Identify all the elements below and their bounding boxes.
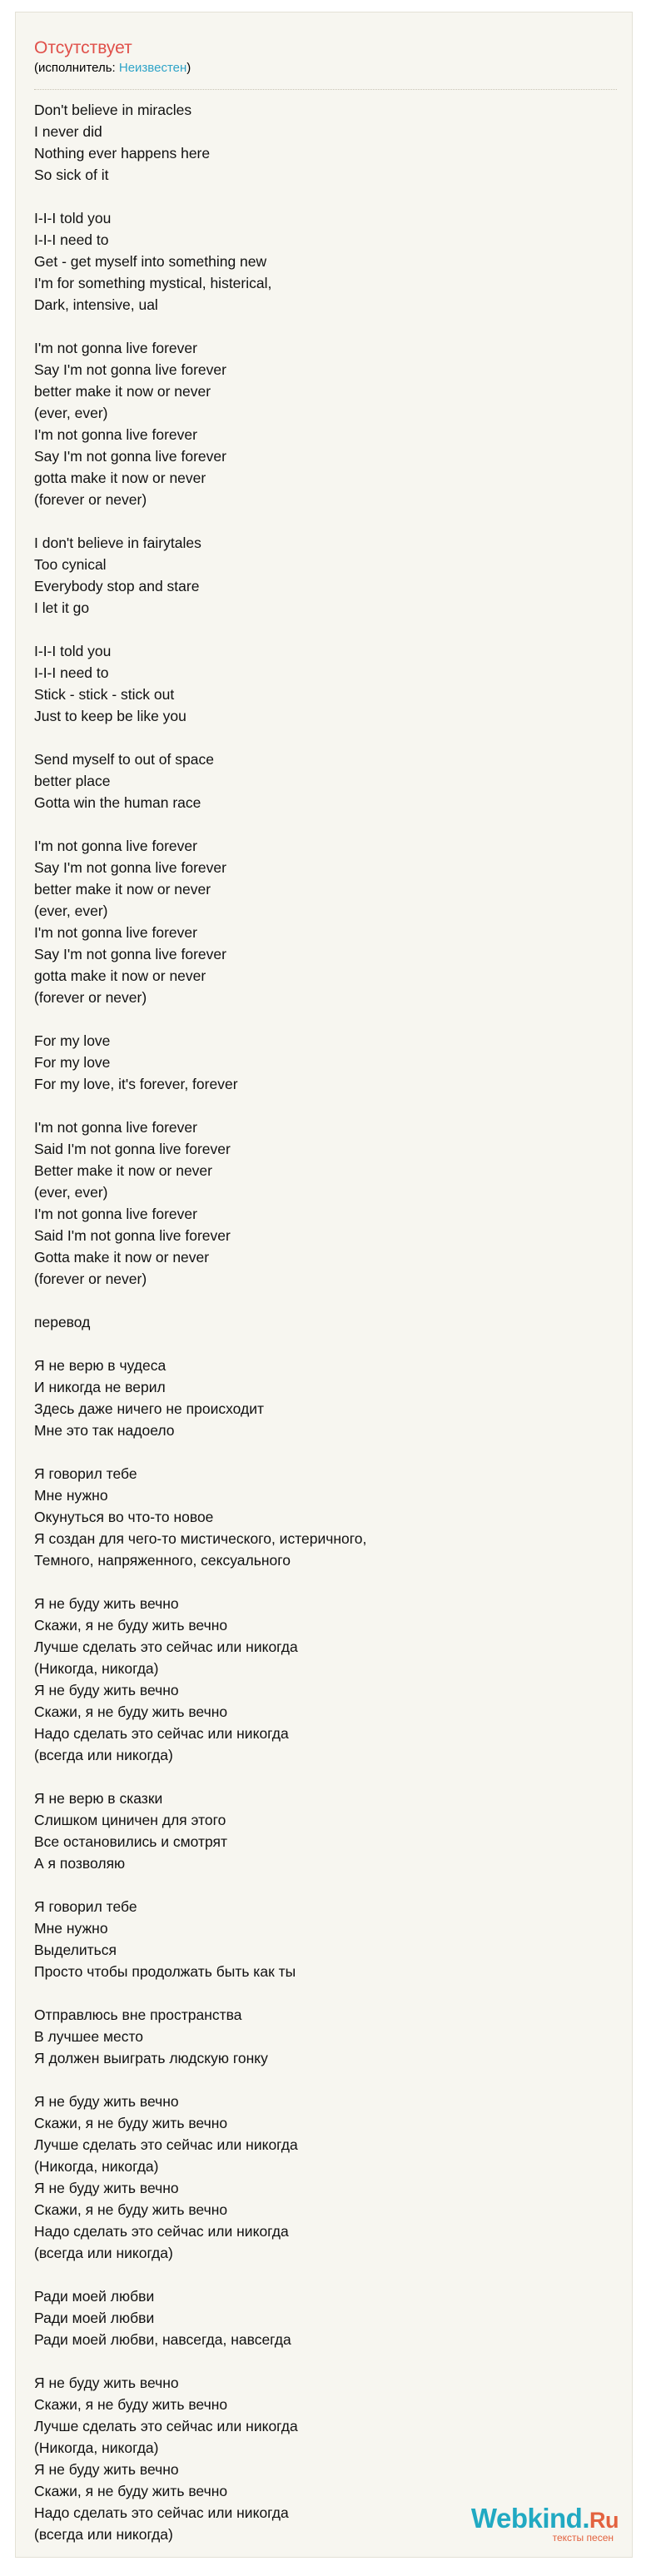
lyrics-line: Я не буду жить вечно (34, 1682, 179, 1698)
lyrics-line: Say I'm not gonna live forever (34, 448, 226, 465)
lyrics-stanza (34, 99, 617, 186)
lyrics-line: Said I'm not gonna live forever (34, 1141, 231, 1157)
lyrics-stanza (34, 640, 617, 727)
lyrics-stanza (34, 1788, 617, 1874)
lyrics-line: Я не верю в чудеса (34, 1357, 166, 1374)
lyrics-line: I never did (34, 123, 102, 140)
lyrics-line: Said I'm not gonna live forever (34, 1227, 231, 1244)
lyrics-line: Say I'm not gonna live forever (34, 859, 226, 876)
lyrics-line: (Никогда, никогда) (34, 2439, 159, 2456)
lyrics-line: gotta make it now or never (34, 967, 206, 984)
lyrics-line: Too cynical (34, 556, 107, 573)
lyrics-line: Окунуться во что-то новое (34, 1509, 214, 1525)
lyrics-line: Ради моей любви, навсегда, навсегда (34, 2331, 291, 2348)
lyrics-line: Я не буду жить вечно (34, 2461, 179, 2478)
lyrics-line: For my love (34, 1032, 111, 1049)
lyrics-line: Просто чтобы продолжать быть как ты (34, 1963, 296, 1980)
lyrics-line: Я не буду жить вечно (34, 1595, 179, 1612)
lyrics-line: Лучше сделать это сейчас или никогда (34, 2136, 298, 2153)
lyrics-line: I-I-I need to (34, 664, 109, 681)
lyrics-stanza (34, 532, 617, 619)
lyrics-line: Ради моей любви (34, 2288, 155, 2305)
lyrics-stanza (34, 1463, 617, 1571)
lyrics-stanza (34, 835, 617, 1008)
lyrics-line: Say I'm not gonna live forever (34, 361, 226, 378)
lyrics-line: I'm not gonna live forever (34, 1206, 197, 1222)
lyrics-stanza (34, 1030, 617, 1095)
lyrics-line: Stick - stick - stick out (34, 686, 175, 703)
lyrics-line: Я должен выиграть людскую гонку (34, 2050, 268, 2066)
lyrics-line: Лучше сделать это сейчас или никогда (34, 1639, 298, 1655)
lyrics-line: better make it now or never (34, 383, 211, 400)
lyrics-text (34, 99, 617, 2567)
lyrics-line: I'm not gonna live forever (34, 924, 197, 941)
webkind-logo[interactable] (471, 2504, 619, 2544)
lyrics-line: Gotta make it now or never (34, 1249, 210, 1266)
lyrics-line: Скажи, я не буду жить вечно (34, 1617, 228, 1634)
logo-dot: . (582, 2503, 589, 2534)
lyrics-line: Dark, intensive, ual (34, 296, 158, 313)
header-divider (34, 89, 617, 90)
lyrics-line: Надо сделать это сейчас или никогда (34, 2504, 289, 2521)
lyrics-line: Ради моей любви (34, 2310, 155, 2326)
lyrics-line: Gotta win the human race (34, 794, 201, 811)
lyrics-line: (ever, ever) (34, 405, 108, 421)
lyrics-line: Just to keep be like you (34, 708, 186, 724)
lyrics-line: А я позволяю (34, 1855, 126, 1872)
lyrics-stanza (34, 748, 617, 813)
lyrics-line: Better make it now or never (34, 1162, 212, 1179)
lyrics-line: (Никогда, никогда) (34, 2158, 159, 2175)
lyrics-line: I-I-I need to (34, 231, 109, 248)
logo-tld: Ru (589, 2508, 619, 2533)
lyrics-line: (ever, ever) (34, 903, 108, 919)
lyrics-line: (всегда или никогда) (34, 1747, 173, 1763)
lyrics-line: I'm not gonna live forever (34, 340, 197, 356)
lyrics-line: Я говорил тебе (34, 1465, 137, 1482)
lyrics-line: Скажи, я не буду жить вечно (34, 2115, 228, 2131)
lyrics-line: Здесь даже ничего не происходит (34, 1400, 265, 1417)
lyrics-line: Скажи, я не буду жить вечно (34, 2201, 228, 2218)
logo-name: Webkind (470, 2503, 583, 2534)
lyrics-line: For my love (34, 1054, 111, 1071)
lyrics-stanza (34, 1896, 617, 1982)
lyrics-stanza (34, 1311, 617, 1333)
lyrics-stanza (34, 1355, 617, 1441)
song-title: Отсутствует (34, 38, 132, 57)
lyrics-line: Я не буду жить вечно (34, 2093, 179, 2110)
lyrics-line: Мне нужно (34, 1920, 108, 1937)
performer-link[interactable]: Неизвестен (118, 61, 187, 75)
lyrics-stanza (34, 337, 617, 510)
lyrics-line: Everybody stop and stare (34, 578, 200, 594)
performer-prefix: (исполнитель: (34, 61, 119, 75)
lyrics-line: I'm not gonna live forever (34, 838, 197, 854)
lyrics-line: better place (34, 773, 111, 789)
lyrics-stanza (34, 1116, 617, 1290)
lyrics-line: (всегда или никогда) (34, 2245, 173, 2261)
lyrics-line: Слишком циничен для этого (34, 1812, 226, 1828)
lyrics-line: Get - get myself into something new (34, 253, 267, 270)
lyrics-stanza (34, 2285, 617, 2350)
lyrics-line: I'm not gonna live forever (34, 426, 197, 443)
lyrics-line: Мне это так надоело (34, 1422, 175, 1439)
lyrics-line: Скажи, я не буду жить вечно (34, 1703, 228, 1720)
lyrics-line: Я говорил тебе (34, 1898, 137, 1915)
lyrics-line: Мне нужно (34, 1487, 108, 1504)
lyrics-line: I-I-I told you (34, 210, 112, 226)
logo-tagline: тексты песен (552, 2532, 614, 2544)
lyrics-line: So sick of it (34, 167, 109, 183)
lyrics-line: Лучше сделать это сейчас или никогда (34, 2418, 298, 2434)
lyrics-line: Send myself to out of space (34, 751, 214, 768)
lyrics-line: (forever or never) (34, 989, 147, 1006)
lyrics-line: Надо сделать это сейчас или никогда (34, 2223, 289, 2240)
lyrics-line: I'm not gonna live forever (34, 1119, 197, 1136)
lyrics-line: Я не верю в сказки (34, 1790, 163, 1807)
lyrics-line: I don't believe in fairytales (34, 535, 201, 551)
performer-suffix: ) (186, 61, 191, 75)
lyrics-line: Отправлюсь вне пространства (34, 2007, 242, 2023)
lyrics-line: перевод (34, 1314, 91, 1330)
lyrics-line: (Никогда, никогда) (34, 1660, 159, 1677)
lyrics-line: Я не буду жить вечно (34, 2180, 179, 2196)
lyrics-stanza (34, 2004, 617, 2069)
performer-line (34, 61, 191, 76)
lyrics-line: (ever, ever) (34, 1184, 108, 1201)
lyrics-stanza (34, 1593, 617, 1766)
lyrics-line: Say I'm not gonna live forever (34, 946, 226, 962)
lyrics-line: Все остановились и смотрят (34, 1833, 228, 1850)
lyrics-stanza (34, 207, 617, 316)
lyrics-line: Nothing ever happens here (34, 145, 211, 162)
lyrics-line: For my love, it's forever, forever (34, 1076, 238, 1092)
lyrics-line: gotta make it now or never (34, 470, 206, 486)
lyrics-line: Скажи, я не буду жить вечно (34, 2396, 228, 2413)
logo-wordmark (471, 2504, 619, 2534)
lyrics-line: Темного, напряженного, сексуального (34, 1552, 291, 1569)
lyrics-line: I'm for something mystical, histerical, (34, 275, 272, 291)
lyrics-line: better make it now or never (34, 881, 211, 898)
lyrics-line: Я создан для чего-то мистического, истеричного, (34, 1530, 367, 1547)
lyrics-line: И никогда не верил (34, 1379, 166, 1395)
lyrics-line: Я не буду жить вечно (34, 2375, 179, 2391)
lyrics-line: (всегда или никогда) (34, 2526, 173, 2543)
lyrics-line: Надо сделать это сейчас или никогда (34, 1725, 289, 1742)
lyrics-line: I let it go (34, 599, 90, 616)
lyrics-stanza (34, 2091, 617, 2264)
lyrics-line: I-I-I told you (34, 643, 112, 659)
lyrics-line: Скажи, я не буду жить вечно (34, 2483, 228, 2499)
lyrics-line: В лучшее место (34, 2028, 144, 2045)
lyrics-line: (forever or never) (34, 1271, 147, 1287)
lyrics-line: Don't believe in miracles (34, 102, 192, 118)
lyrics-line: Выделиться (34, 1942, 117, 1958)
lyrics-line: (forever or never) (34, 491, 147, 508)
song-header (34, 37, 191, 76)
lyrics-page (15, 12, 633, 2558)
